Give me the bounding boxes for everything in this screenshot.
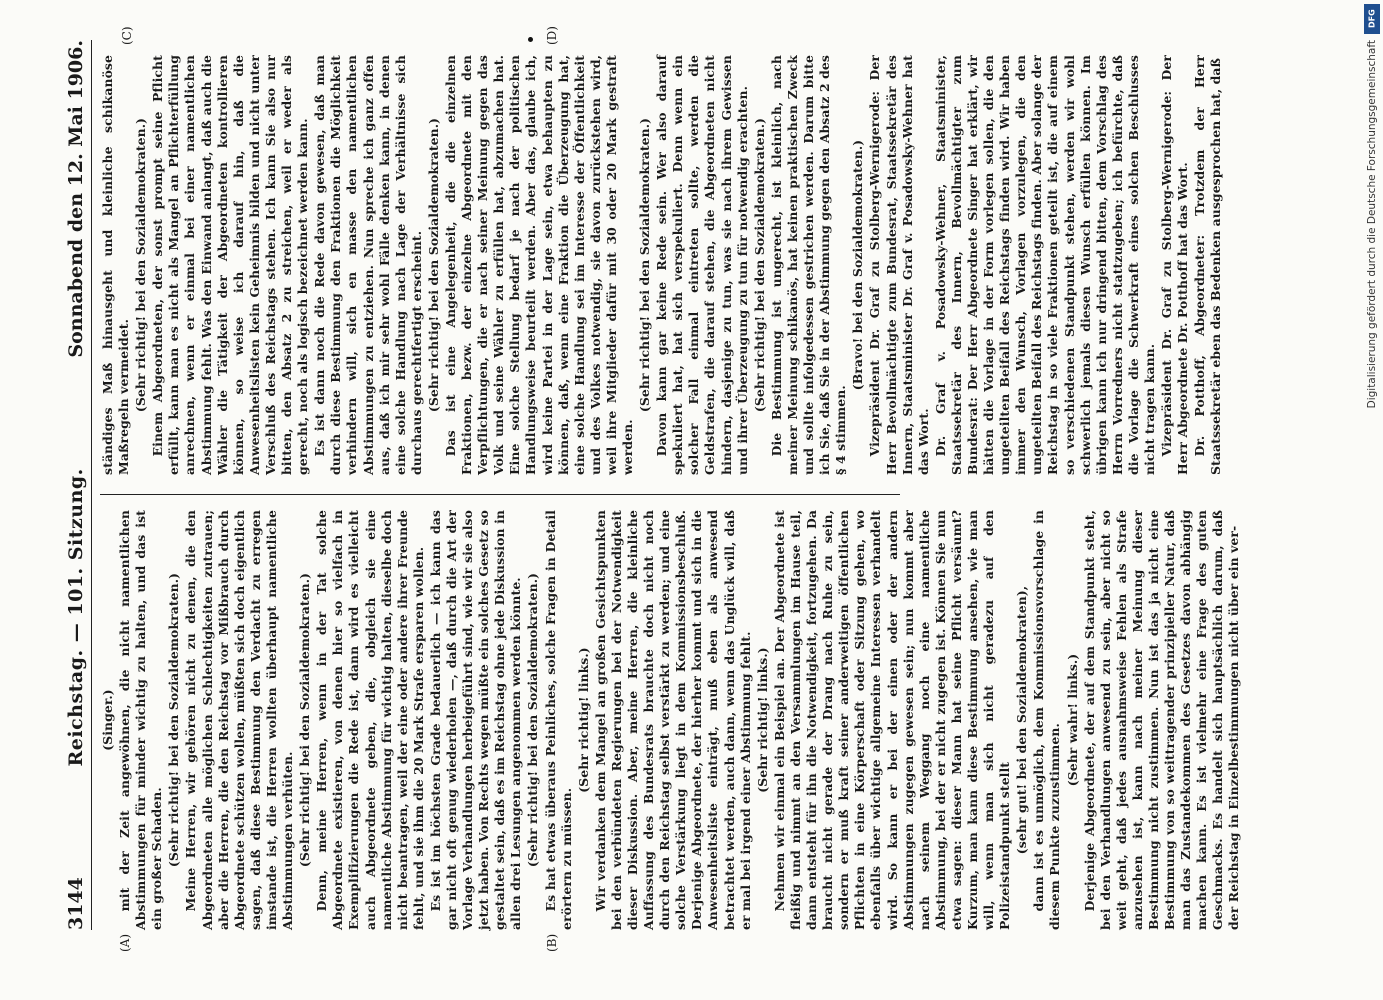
- session-date: Sonnabend den 12. Mai 1906.: [65, 40, 87, 358]
- left-text-column: [100, 510, 1242, 930]
- paragraph: Einem Abgeordneten, der sonst prompt seine Pflicht erfüllt, kann man es nicht als Mangel an Pflichterfüllung anrechnen, wenn er einmal bei einer namentlichen Abstimmung fehlt. Was den Einwand anlangt, daß auch die Wähler die Tätigkeit der Abgeordneten kontrollieren können, so weise ich darauf hin, daß die Anwesenheitslisten kein Geheimnis bilden und nicht unter Verschluß des Reichstags stehen. Ich kann Sie also nur bitten, den Absatz 2 zu streichen, weil er weder als gerecht, noch als logisch bezeichnet werden kann.: [150, 55, 311, 475]
- margin-mark-b: (B): [545, 933, 559, 952]
- paragraph: (Sehr richtig! bei den Sozialdemokraten.): [751, 117, 767, 413]
- margin-mark-a: (A): [118, 933, 132, 952]
- paragraph: mit der Zeit angewöhnen, die nicht namentlichen Abstimmungen für minder wichtig zu halten, und das ist ein großer Schaden.: [117, 510, 165, 930]
- paragraph: Nehmen wir einmal ein Beispiel an. Der Abgeordnete ist fleißig und nimmt an den Versammlungen im Hause teil, dann entsteht für ihn die Notwendigkeit, fortzugehen. Da braucht nicht gerade der Drang nach Ruhe zu sein, sondern er muß kraft seiner anderweitigen öffentlichen Pflichten in eine Körperschaft oder Sitzung gehen, wo ebenfalls über wichtige allgemeine Interessen verhandelt wird. So kann er bei der einen oder der andern Abstimmungen zugegen gewesen sein; nun kommt aber nach seinem Weggang noch eine namentliche Abstimmung, bei der er nicht zugegen ist. Können Sie nun etwa sagen: dieser Mann hat seine Pflicht versäumt? Kurzum, man kann diese Bestimmung ansehen, wie man will, wenn man sich nicht geradezu auf den Polizeistandpunkt stellt: [771, 510, 1013, 930]
- paragraph: Vizepräsident Dr. Graf zu Stolberg-Wernigerode: Der Herr Abgeordnete Dr. Potthoff hat das Wort.: [1159, 55, 1191, 475]
- paragraph: Es hat etwas überaus Peinliches, solche Fragen in Detail erörtern zu müssen.: [542, 510, 574, 930]
- paragraph: (Singer.): [100, 689, 115, 751]
- paragraph: Es ist im höchsten Grade bedauerlich — ich kann das gar nicht oft genug wiederholen —, daß durch die Art der Vorlage Verhandlungen herbeigeführt sind, wie wir sie also jetzt haben. Von Rechts wegen müßte ein solches Gesetz so gestaltet sein, daß es im Reichstag ohne jede Diskussion in allen drei Lesungen angenommen werden könnte.: [427, 510, 524, 930]
- digitization-credit: Digitalisierung gefördert durch die Deutsche Forschungsgemeinschaft: [1366, 40, 1378, 409]
- paragraph: Meine Herren, wir gehören nicht zu denen, die den Abgeordneten alle möglichen Schlechtigkeiten zutrauen; aber die Herren, die den Reichstag vor Mißbrauch durch Abgeordnete schützen wollen, müßten sich doch eigentlich sagen, daß diese Bestimmung den Verdacht zu erregen imstande ist, die Herren wollten überhaupt namentliche Abstimmungen verhüten.: [183, 510, 296, 930]
- paragraph: (Sehr richtig! bei den Sozialdemokraten.): [166, 572, 182, 868]
- paragraph: dann ist es unmöglich, dem Kommissionsvorschlage in diesem Punkte zuzustimmen.: [1031, 510, 1063, 930]
- paragraph: (Sehr richtig! bei den Sozialdemokraten.): [425, 117, 441, 413]
- paragraph: (sehr gut! bei den Sozialdemokraten),: [1014, 585, 1030, 855]
- column-divider: [100, 494, 900, 495]
- side-strip: [1361, 0, 1383, 1000]
- margin-mark-c: (C): [120, 26, 134, 45]
- paragraph: (Sehr richtig! bei den Sozialdemokraten.): [297, 572, 313, 868]
- paragraph: (Sehr richtig! links.): [575, 647, 591, 793]
- paragraph: (Sehr richtig! bei den Sozialdemokraten.): [525, 572, 541, 868]
- paragraph: Es ist dann noch die Rede davon gewesen, daß man durch diese Bestimmung den Fraktionen die Möglichkeit verhindern will, sich en masse den namentlichen Abstimmungen zu entziehen. Nun spreche ich ganz offen aus, daß ich mir sehr wohl Fälle denken kann, in denen eine solche Handlung nach Lage der Verhältnisse sich durchaus gerechtfertigt erscheint.: [312, 55, 424, 475]
- page-number: 3144: [65, 877, 87, 930]
- paragraph: (Sehr richtig! bei den Sozialdemokraten.): [133, 117, 149, 413]
- margin-mark-d: (D): [545, 26, 559, 45]
- paragraph: (Bravo! bei den Sozialdemokraten.): [850, 139, 866, 391]
- session-title: Reichstag. — 101. Sitzung.: [65, 468, 87, 767]
- paragraph: Dr. Graf v. Posadowsky-Wehner, Staatsminister, Staatssekretär des Innern, Bevollmächtigter zum Bundesrat: Der Herr Abgeordnete Singer hat erklärt, wir hätten die Vorlage in der Form vorlegen sollen, die den ungeteilten Beifall des Reichstags finden wird. Wir haben immer den Wunsch, Vorlagen vorzulegen, die den ungeteilten Beifall des Reichstags finden. Aber solange der Reichstag in so viele Fraktionen geteilt ist, die auf einem so verschiedenen Standpunkt stehen, werden wir wohl schwerlich jemals diesen Wunsch erfüllen können. Im übrigen kann ich nur dringend bitten, dem Vorschlag des Herrn Vorredners nicht stattzugeben; ich befürchte, daß die Vorlage die Schwerkraft eines solchen Beschlusses nicht tragen kann.: [932, 55, 1157, 475]
- paragraph: Vizepräsident Dr. Graf zu Stolberg-Wernigerode: Der Herr Bevollmächtigte zum Bundesrat, Staatssekretär des Innern, Staatsminister Dr. Graf v. Posadowsky-Wehner hat das Wort.: [867, 55, 931, 475]
- paragraph: (Sehr richtig! links.): [754, 647, 770, 793]
- paragraph: (Sehr richtig! bei den Sozialdemokraten.): [637, 117, 653, 413]
- paragraph: Davon kann gar keine Rede sein. Wer also darauf spekuliert hat, hat sich verspekuliert. Denn wenn ein solcher Fall einmal eintreten sollte, werden die Geldstrafen, die darauf stehen, die Abgeordneten nicht hindern, dasjenige zu tun, was sie nach ihrem Gewissen und ihrer Überzeugung zu tun für notwendig erachten.: [654, 55, 750, 475]
- paragraph: Das ist eine Angelegenheit, die die einzelnen Fraktionen, bezw. der einzelne Abgeordnete mit den Verpflichtungen, die er nach seiner Meinung gegen das Volk und seine Wähler zu erfüllen hat, abzumachen hat. Eine solche Stellung bedarf je nach der politischen Handlungsweise beurteilt werden. Aber das, glaube ich, wird keine Partei in der Lage sein, etwa behaupten zu können, daß, wenn eine Fraktion die Überzeugung hat, eine solche Handlung sei im Interesse der Öffentlichkeit und des Volkes notwendig, sie davon zurückstehen wird, weil ihre Mitglieder dafür mit 30 oder 20 Mark gestraft werden.: [442, 55, 635, 475]
- right-text-column: [100, 55, 1224, 475]
- paragraph: (Sehr wahr! links.): [1064, 653, 1080, 787]
- margin-dot: [528, 37, 533, 42]
- paragraph: Wir verdanken dem Mangel an großen Gesichtspunkten bei den verbündeten Regierungen bei der Notwendigkeit dieser Diskussion. Aber, meine Herren, die kleinliche Auffassung des Bundesrats brauchte doch nicht noch durch den Reichstag selbst verstärkt zu werden; und eine solche Verstärkung liegt in dem Kommissionsbeschluß. Derjenige Abgeordnete, der hierher kommt und sich in die Anwesenheitsliste einträgt, muß eben als anwesend betrachtet werden, auch dann, wenn das Unglück will, daß er mal bei irgend einer Abstimmung fehlt.: [592, 510, 753, 930]
- paragraph: Die Bestimmung ist ungerecht, ist kleinlich, nach meiner Meinung schikanös, hat keinen praktischen Zweck und sollte infolgedessen gestrichen werden. Darum bitte ich Sie, daß Sie in der Abstimmung gegen den Absatz 2 des § 4 stimmen.: [768, 55, 849, 475]
- page-header: [52, 40, 92, 930]
- paragraph: ständiges Maß hinausgeht und kleinliche schikanöse Maßregeln vermeidet.: [100, 55, 132, 475]
- paragraph: Derjenige Abgeordnete, der auf dem Standpunkt steht, bei den Verhandlungen anwesend zu sein, aber nicht so weit geht, daß jedes ausnahmsweise Fehlen als Strafe anzusehen ist, kann nach meiner Meinung dieser Bestimmung nicht zustimmen. Nun ist das ja nicht eine Bestimmung von so weittragender prinzipieller Natur, daß man das Zustandekommen des Gesetzes davon abhängig machen kann. Es ist vielmehr eine Frage des guten Geschmacks. Es handelt sich hauptsächlich darum, daß der Reichstag in Einzelbestimmungen nicht über ein ver-: [1081, 510, 1242, 930]
- dfg-logo: DFG: [1364, 4, 1380, 34]
- paragraph: Denn, meine Herren, wenn in der Tat solche Abgeordnete existieren, von denen hier so vielfach in Exemplifizierungen die Rede ist, dann wird es vielleicht auch Abgeordnete geben, die, obgleich sie eine namentliche Abstimmung für wichtig halten, dieselbe doch nicht beantragen, weil der eine oder andere ihrer Freunde fehlt, und sie ihm die 20 Mark Strafe ersparen wollen.: [314, 510, 426, 930]
- paragraph: Dr. Potthoff, Abgeordneter: Trotzdem der Herr Staatssekretär eben das Bedenken ausgesprochen hat, daß: [1192, 55, 1224, 475]
